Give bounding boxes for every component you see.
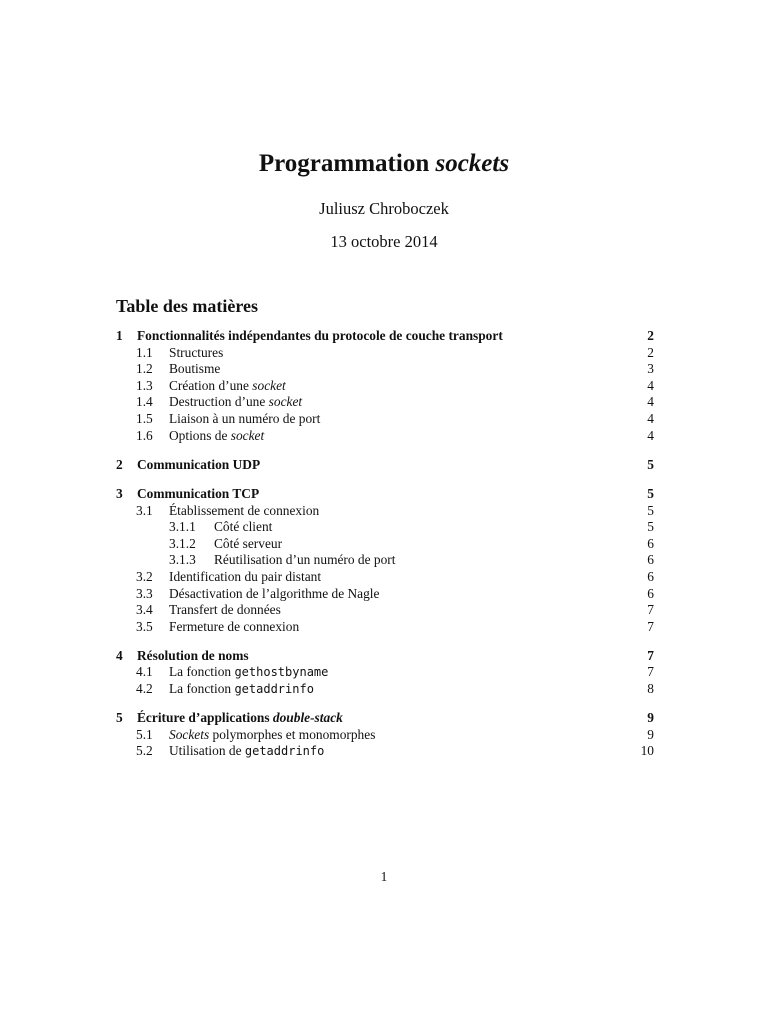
toc-heading: Table des matières (116, 296, 258, 316)
toc-entry-title (214, 519, 277, 536)
toc-entry-title (169, 664, 333, 681)
toc-subsection[interactable] (116, 428, 654, 445)
toc-entry-page: 4 (643, 411, 654, 428)
toc-entry-number: 5.2 (136, 743, 153, 759)
toc-subsection[interactable] (116, 361, 654, 378)
toc-subsection[interactable] (116, 503, 654, 520)
toc-entry-number: 3.4 (136, 602, 153, 618)
toc-subsubsection[interactable] (116, 519, 654, 536)
toc-gap (116, 698, 654, 711)
toc-entry-number: 2 (116, 456, 123, 472)
toc-gap (116, 444, 654, 457)
toc-entry-number: 3.2 (136, 568, 153, 584)
toc-entry-title (169, 428, 269, 445)
toc-entry-page: 4 (643, 428, 654, 445)
toc-entry-title (214, 536, 287, 553)
toc-section[interactable] (116, 486, 654, 503)
toc-entry-number: 4.1 (136, 664, 153, 680)
toc-entry-number: 3.1.1 (169, 519, 196, 535)
toc-title-part: La fonction (169, 681, 235, 697)
toc-entry-number: 3.5 (136, 618, 153, 634)
page-number: 1 (380, 869, 388, 884)
toc-entry-title (214, 552, 401, 569)
toc-entry-title (169, 361, 225, 378)
toc-title-part: Options de (169, 427, 231, 443)
toc-entry-number: 5.1 (136, 726, 153, 742)
toc-title-part: socket (252, 377, 286, 393)
toc-title-part: Communication UDP (137, 456, 261, 472)
toc-entry-page: 6 (643, 552, 654, 569)
toc-entry-page: 4 (643, 378, 654, 395)
toc-title-part: getaddrinfo (244, 744, 325, 759)
toc-subsection[interactable] (116, 569, 654, 586)
toc-title-part: Utilisation de (169, 743, 245, 759)
toc-title-part: Fermeture de connexion (169, 618, 300, 634)
toc-subsection[interactable] (116, 727, 654, 744)
toc-entry-page: 5 (643, 486, 654, 503)
toc-subsection[interactable] (116, 681, 654, 698)
toc-gap (116, 635, 654, 648)
toc-gap (116, 473, 654, 486)
toc-section[interactable] (116, 648, 654, 665)
toc-entry-number: 3 (116, 485, 123, 501)
toc-title-part: double-stack (272, 710, 343, 726)
toc-title-part: La fonction (169, 664, 235, 680)
toc-title-part: Liaison à un numéro de port (169, 410, 321, 426)
toc-subsection[interactable] (116, 586, 654, 603)
toc-entry-number: 1.6 (136, 427, 153, 443)
toc-entry-title (169, 394, 307, 411)
toc-entry-page: 7 (643, 619, 654, 636)
document-title (0, 146, 768, 182)
toc-subsection[interactable] (116, 411, 654, 428)
toc-entry-page: 4 (643, 394, 654, 411)
toc-entry-title (169, 743, 329, 760)
toc-subsection[interactable] (116, 378, 654, 395)
toc-subsubsection[interactable] (116, 536, 654, 553)
toc-title-part: Boutisme (169, 361, 221, 377)
toc-entry-page: 9 (643, 710, 654, 727)
toc-title-part: Résolution de noms (137, 647, 249, 663)
toc-entry-number: 1 (116, 328, 123, 343)
document-date: 13 octobre 2014 (330, 232, 438, 251)
toc-entry-page: 6 (643, 536, 654, 553)
toc-entry-number: 3.1.3 (169, 552, 196, 568)
toc-entry-title (169, 602, 286, 619)
title-main: Programmation (258, 150, 430, 177)
toc-title-part: socket (268, 394, 303, 410)
document-author: Juliusz Chroboczek (319, 199, 449, 218)
toc-entry-number: 1.3 (136, 377, 153, 393)
toc-title-part: Réutilisation d’un numéro de port (214, 552, 396, 568)
toc-entry-page: 2 (643, 345, 654, 362)
toc-title-part: Côté serveur (214, 535, 283, 551)
toc-entry-title (137, 648, 254, 665)
toc-entry-page: 8 (643, 681, 654, 698)
toc-title-part: Établissement de connexion (169, 502, 320, 518)
toc-entry-title (169, 619, 304, 636)
toc-entry-page: 6 (643, 586, 654, 603)
toc-entry-page: 5 (643, 457, 654, 474)
toc-section[interactable] (116, 457, 654, 474)
toc-entry-title (169, 569, 326, 586)
toc-entry-number: 3.1.2 (169, 535, 196, 551)
toc-entry-page: 5 (643, 519, 654, 536)
toc-subsection[interactable] (116, 394, 654, 411)
toc-entry-number: 1.2 (136, 361, 153, 377)
toc-entry-number: 3.3 (136, 585, 153, 601)
toc-entry-page: 7 (643, 664, 654, 681)
toc-title-part: polymorphes et monomorphes (209, 726, 376, 742)
toc-entry-title (169, 345, 228, 362)
toc-entry-title (169, 586, 384, 603)
toc-entry-page: 7 (643, 602, 654, 619)
toc-title-part: socket (230, 427, 265, 443)
toc-title-part: gethostbyname (234, 665, 329, 680)
toc-entry-title (169, 378, 291, 395)
toc-entry-number: 4.2 (136, 681, 153, 697)
toc-title-part: Structures (169, 344, 224, 360)
toc-title-part: Transfert de données (169, 602, 281, 618)
toc-title-part: Création d’une (169, 377, 253, 393)
toc-entry-page: 9 (643, 727, 654, 744)
toc-title-part: Désactivation de l’algorithme de Nagle (169, 585, 380, 601)
toc-entry-number: 1.5 (136, 410, 153, 426)
toc-section[interactable] (116, 710, 654, 727)
toc-subsection[interactable] (116, 345, 654, 362)
table-of-contents (116, 328, 654, 760)
toc-subsubsection[interactable] (116, 552, 654, 569)
toc-subsection[interactable] (116, 664, 654, 681)
toc-title-part: getaddrinfo (234, 682, 314, 697)
toc-entry-title (137, 486, 264, 503)
toc-entry-title (137, 328, 508, 345)
toc-entry-title (169, 727, 380, 744)
toc-entry-page: 2 (643, 328, 654, 345)
toc-entry-page: 6 (643, 569, 654, 586)
toc-entry-number: 1.1 (136, 344, 153, 360)
toc-entry-number: 4 (116, 647, 123, 663)
toc-title-part: Identification du pair distant (169, 568, 322, 584)
toc-subsection[interactable] (116, 619, 654, 636)
toc-entry-title (169, 681, 319, 698)
toc-title-part: Destruction d’une (169, 394, 269, 410)
toc-entry-number: 5 (116, 710, 123, 726)
toc-entry-number: 1.4 (136, 394, 153, 410)
toc-entry-title (137, 710, 348, 727)
title-emphasis: sockets (435, 150, 510, 177)
toc-entry-page: 3 (643, 361, 654, 378)
toc-entry-number: 3.1 (136, 502, 153, 518)
toc-section[interactable] (116, 328, 654, 345)
toc-entry-title (137, 457, 265, 474)
toc-title-part: Fonctionnalités indépendantes du protocole de couche transport (137, 328, 503, 343)
toc-entry-page: 10 (637, 743, 654, 760)
toc-entry-title (169, 411, 325, 428)
toc-title-part: Sockets (169, 726, 210, 742)
toc-subsection[interactable] (116, 602, 654, 619)
toc-title-part: Écriture d’applications (137, 710, 273, 726)
toc-entry-title (169, 503, 324, 520)
toc-title-part: Côté client (214, 519, 273, 535)
toc-subsection[interactable] (116, 743, 654, 760)
toc-entry-page: 5 (643, 503, 654, 520)
toc-title-part: Communication TCP (137, 485, 260, 501)
toc-entry-page: 7 (643, 648, 654, 665)
